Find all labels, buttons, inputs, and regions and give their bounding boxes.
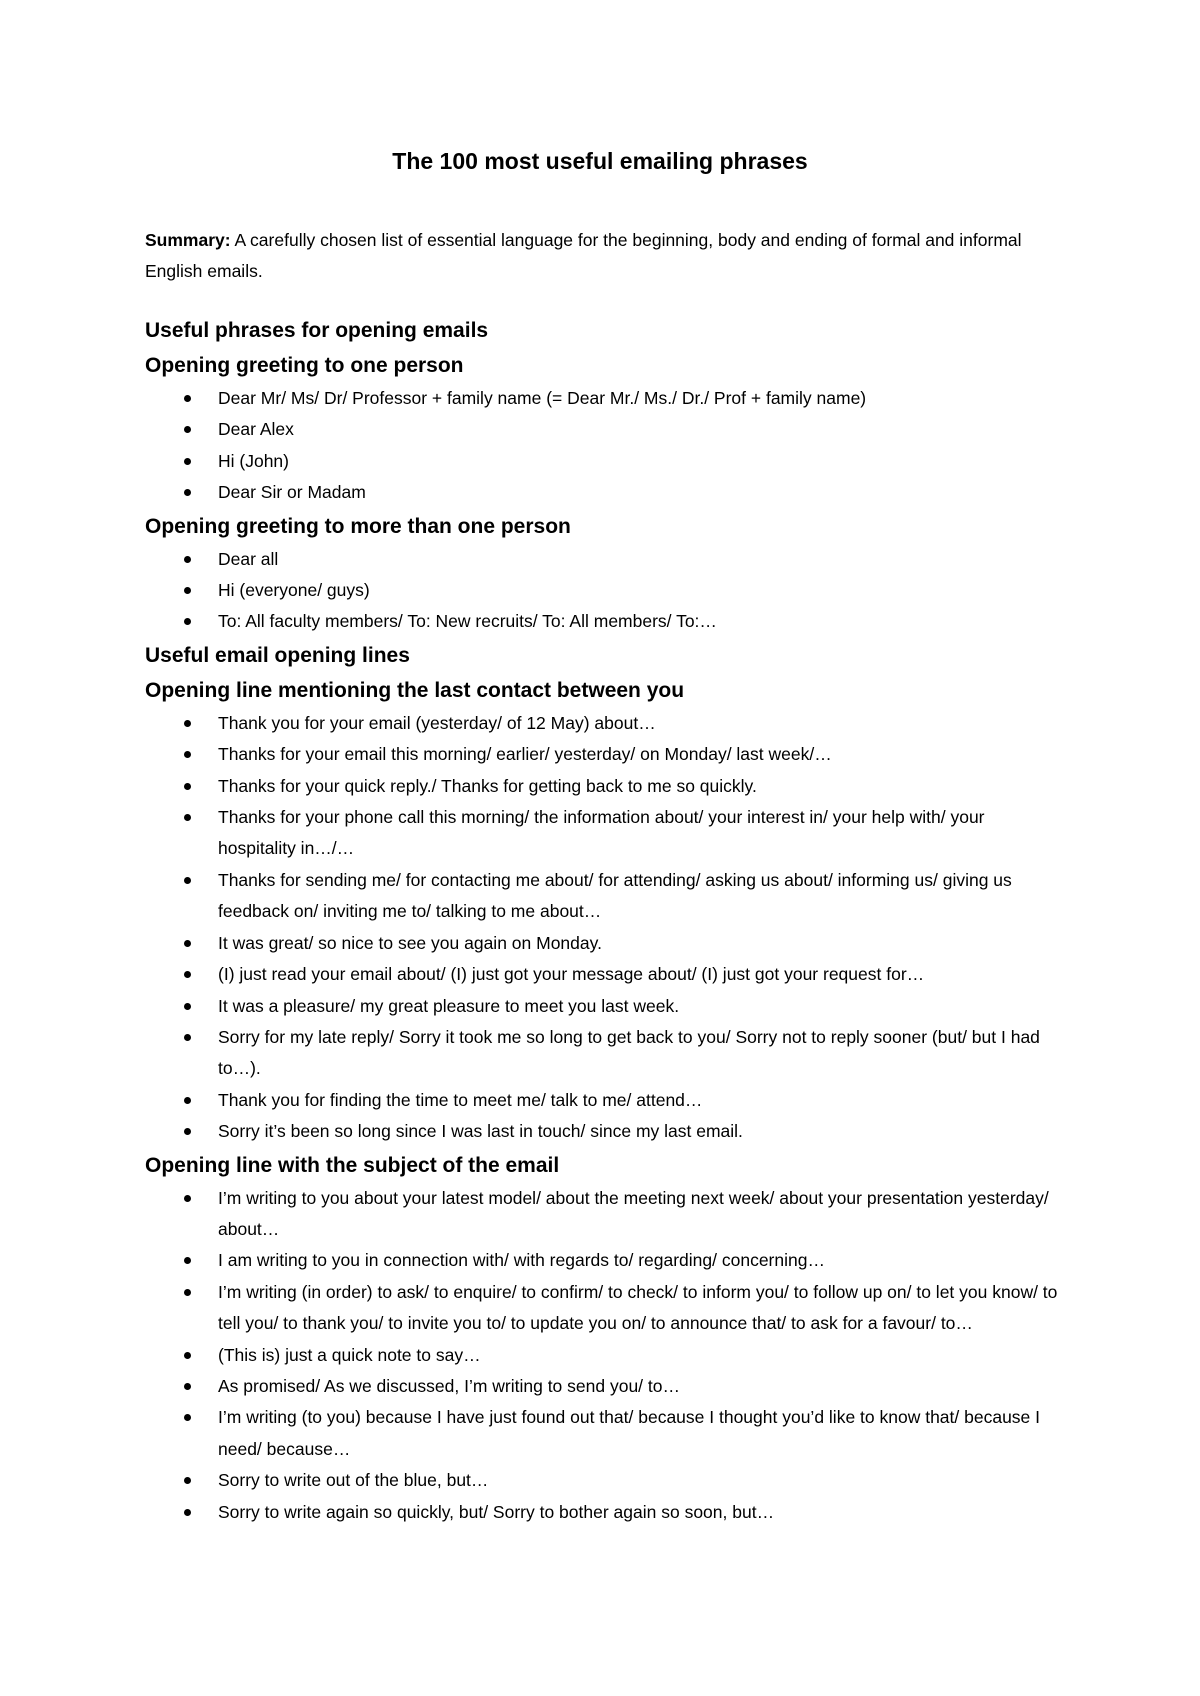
section-heading: Useful phrases for opening emails (145, 319, 489, 342)
list-item (145, 1277, 1065, 1340)
list-item (145, 477, 1065, 508)
list-item (145, 1022, 1065, 1085)
list-item-text: (This is) just a quick note to say… (218, 1344, 481, 1365)
list-item-text: Dear all (218, 548, 279, 569)
bullet-icon (184, 1003, 191, 1010)
list-item (145, 1183, 1065, 1246)
list-item (145, 739, 1065, 770)
list-item-text: Dear Alex (218, 419, 294, 440)
bullet-icon (184, 1352, 191, 1359)
list-item (145, 383, 1065, 414)
bullet-icon (184, 395, 191, 402)
list-item (145, 1371, 1065, 1402)
bullet-icon (184, 1034, 191, 1041)
bullet-list (145, 1183, 1065, 1528)
list-item (145, 575, 1065, 606)
list-item (145, 771, 1065, 802)
list-item (145, 959, 1065, 990)
bullet-icon (184, 877, 191, 884)
subsection-heading: Opening line with the subject of the email (145, 1153, 560, 1177)
bullet-icon (184, 1289, 191, 1296)
section-opening-lines (145, 638, 1065, 1528)
list-item (145, 991, 1065, 1022)
list-item (145, 865, 1065, 928)
list-item (145, 802, 1065, 865)
list-item-text: As promised/ As we discussed, I’m writing to send you/ to… (218, 1375, 680, 1396)
section-heading: Useful email opening lines (145, 643, 410, 667)
list-item-text: Hi (everyone/ guys) (218, 580, 370, 601)
list-item (145, 1340, 1065, 1371)
bullet-icon (184, 489, 191, 496)
list-item-text: (I) just read your email about/ (I) just got your message about/ (I) just got your request for… (218, 964, 925, 985)
bullet-icon (184, 556, 191, 563)
document-title: The 100 most useful emailing phrases (392, 148, 808, 174)
list-item-text: I’m writing (to you) because I have just found out that/ because I thought you’d like to know that/ because I need/ because… (218, 1407, 1041, 1459)
list-item (145, 1116, 1065, 1147)
list-item (145, 1497, 1065, 1528)
subsection-heading: Opening greeting to more than one person (145, 514, 571, 538)
list-item (145, 544, 1065, 575)
bullet-icon (184, 1509, 191, 1516)
list-item (145, 414, 1065, 445)
list-item (145, 1085, 1065, 1116)
list-item (145, 606, 1065, 637)
bullet-icon (184, 1477, 191, 1484)
subsection-heading: Opening line mentioning the last contact between you (145, 678, 685, 702)
list-item (145, 1245, 1065, 1276)
list-item (145, 1465, 1065, 1496)
list-item-text: I’m writing to you about your latest model/ about the meeting next week/ about your presentation yesterday/ about… (218, 1187, 1049, 1239)
list-item-text: Thank you for your email (yesterday/ of 12 May) about… (218, 712, 656, 733)
list-item (145, 708, 1065, 739)
list-item-text: Hi (John) (218, 450, 289, 471)
bullet-icon (184, 458, 191, 465)
list-item-text: Thanks for your quick reply./ Thanks for getting back to me so quickly. (218, 775, 757, 796)
list-item-text: Sorry it’s been so long since I was last in touch/ since my last email. (218, 1121, 743, 1142)
bullet-icon (184, 971, 191, 978)
list-item-text: Sorry to write out of the blue, but… (218, 1470, 489, 1491)
list-item-text: Thank you for finding the time to meet me/ talk to me/ attend… (218, 1089, 703, 1110)
bullet-icon (184, 1128, 191, 1135)
bullet-icon (184, 940, 191, 947)
list-item (145, 446, 1065, 477)
bullet-list (145, 708, 1065, 1148)
bullet-icon (184, 1097, 191, 1104)
bullet-icon (184, 720, 191, 727)
bullet-icon (184, 783, 191, 790)
list-item-text: Thanks for sending me/ for contacting me about/ for attending/ asking us about/ informing us/ giving us feedback on/ inviting me to/ talking to me about… (218, 869, 1012, 922)
bullet-icon (184, 426, 191, 433)
bullet-icon (184, 1257, 191, 1264)
list-item-text: Thanks for your email this morning/ earlier/ yesterday/ on Monday/ last week/… (218, 744, 832, 765)
summary-paragraph (145, 225, 1065, 287)
subsection-heading: Opening greeting to one person (145, 354, 464, 377)
list-item-text: Dear Sir or Madam (218, 482, 366, 503)
list-item-text: I am writing to you in connection with/ with regards to/ regarding/ concerning… (218, 1250, 825, 1271)
list-item (145, 928, 1065, 959)
bullet-icon (184, 1383, 191, 1390)
bullet-icon (184, 751, 191, 758)
bullet-icon (184, 814, 191, 821)
list-item-text: I’m writing (in order) to ask/ to enquire/ to confirm/ to check/ to inform you/ to follow up on/ to let you know/ to tell you/ to thank you/ to invite you to/ to update you on/ to announce that/ to ask for a favour/ to… (218, 1281, 1058, 1334)
bullet-icon (184, 1195, 191, 1202)
summary-label: Summary: (145, 230, 231, 250)
list-item-text: Sorry for my late reply/ Sorry it took me so long to get back to you/ Sorry not to reply sooner (but/ but I had to…). (218, 1026, 1040, 1079)
list-item-text: To: All faculty members/ To: New recruits/ To: All members/ To:… (218, 611, 717, 632)
list-item (145, 1402, 1065, 1465)
section-opening-emails (145, 313, 1065, 638)
bullet-icon (184, 1414, 191, 1421)
bullet-icon (184, 618, 191, 625)
document-content (145, 313, 1065, 1528)
list-item-text: Dear Mr/ Ms/ Dr/ Professor + family name (= Dear Mr./ Ms./ Dr./ Prof + family name) (218, 388, 867, 408)
list-item-text: It was great/ so nice to see you again on Monday. (218, 932, 602, 953)
bullet-list (145, 383, 1065, 509)
list-item-text: Thanks for your phone call this morning/ the information about/ your interest in/ your help with/ your hospitality in…/… (218, 807, 985, 859)
list-item-text: It was a pleasure/ my great pleasure to meet you last week. (218, 995, 680, 1016)
bullet-list (145, 544, 1065, 638)
list-item-text: Sorry to write again so quickly, but/ Sorry to bother again so soon, but… (218, 1501, 775, 1522)
bullet-icon (184, 587, 191, 594)
summary-text: A carefully chosen list of essential language for the beginning, body and ending of formal and informal English emails. (145, 230, 1022, 281)
